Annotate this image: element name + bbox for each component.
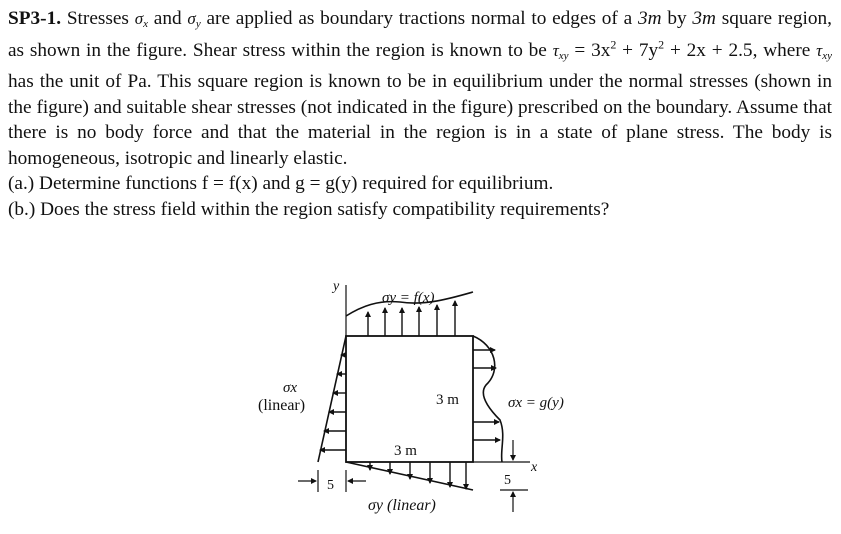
left-five-label: 5 bbox=[327, 478, 334, 493]
sigma-glyph: σ bbox=[134, 9, 144, 28]
equation-part: + 2x + 2.5, where bbox=[664, 39, 811, 61]
right-stress-curve bbox=[473, 336, 503, 462]
exponent: 2 bbox=[610, 37, 617, 52]
text-segment: has the unit of Pa. This square region is known to be in equilibrium under the normal stresses (shown in the figure) and suitable shear stresses (not indicated in the figure) prescribed on the boundary. Assume that there is no body force and that the material in the region is in a state of plane stress. The body is homogeneous, isotropic and linearly elastic. bbox=[8, 71, 832, 169]
tau-glyph: τ bbox=[816, 40, 823, 60]
right-arrows bbox=[473, 350, 500, 440]
text-segment: Stresses bbox=[66, 8, 129, 29]
equation-part: + 7y bbox=[616, 39, 659, 61]
tau-xy-subscript: xy bbox=[558, 49, 569, 62]
y-axis-label: y bbox=[333, 279, 340, 294]
tau-glyph: τ bbox=[552, 40, 559, 60]
bottom-dimension-label: 3 m bbox=[394, 443, 417, 459]
problem-label: SP3-1. bbox=[8, 8, 62, 29]
question-a: (a.) Determine functions f = f(x) and g = g(y) required for equilibrium. bbox=[8, 173, 554, 194]
equation-part: = 3x bbox=[574, 39, 611, 61]
right-dimension-label: 3 m bbox=[436, 392, 459, 408]
text-segment: square region, as shown in the figure. Shear stress within the region is known to be bbox=[8, 8, 832, 61]
right-stress-label: σx = g(y) bbox=[508, 395, 564, 411]
tau-xy-subscript: xy bbox=[822, 49, 832, 62]
top-stress-label: σy = f(x) bbox=[382, 290, 435, 306]
left-stress-symbol: σx bbox=[283, 380, 298, 396]
sigma-x-subscript: x bbox=[143, 18, 149, 30]
dimension-width: 3m bbox=[637, 8, 662, 29]
text-segment: and bbox=[153, 8, 182, 29]
sigma-glyph: σ bbox=[187, 9, 196, 28]
text-segment: are applied as boundary tractions normal to edges of a bbox=[206, 8, 633, 29]
right-five-label: 5 bbox=[504, 473, 511, 488]
sigma-y-subscript: y bbox=[195, 18, 201, 30]
exponent: 2 bbox=[658, 37, 665, 52]
bottom-stress-label: σy (linear) bbox=[368, 497, 436, 514]
left-stress-linear: (linear) bbox=[258, 397, 306, 414]
question-b: (b.) Does the stress field within the region satisfy compatibility requirements? bbox=[8, 198, 610, 220]
dimension-height: 3m bbox=[692, 8, 716, 29]
text-segment: by bbox=[667, 8, 687, 29]
top-arrows bbox=[368, 301, 455, 336]
x-axis-label: x bbox=[531, 460, 538, 475]
